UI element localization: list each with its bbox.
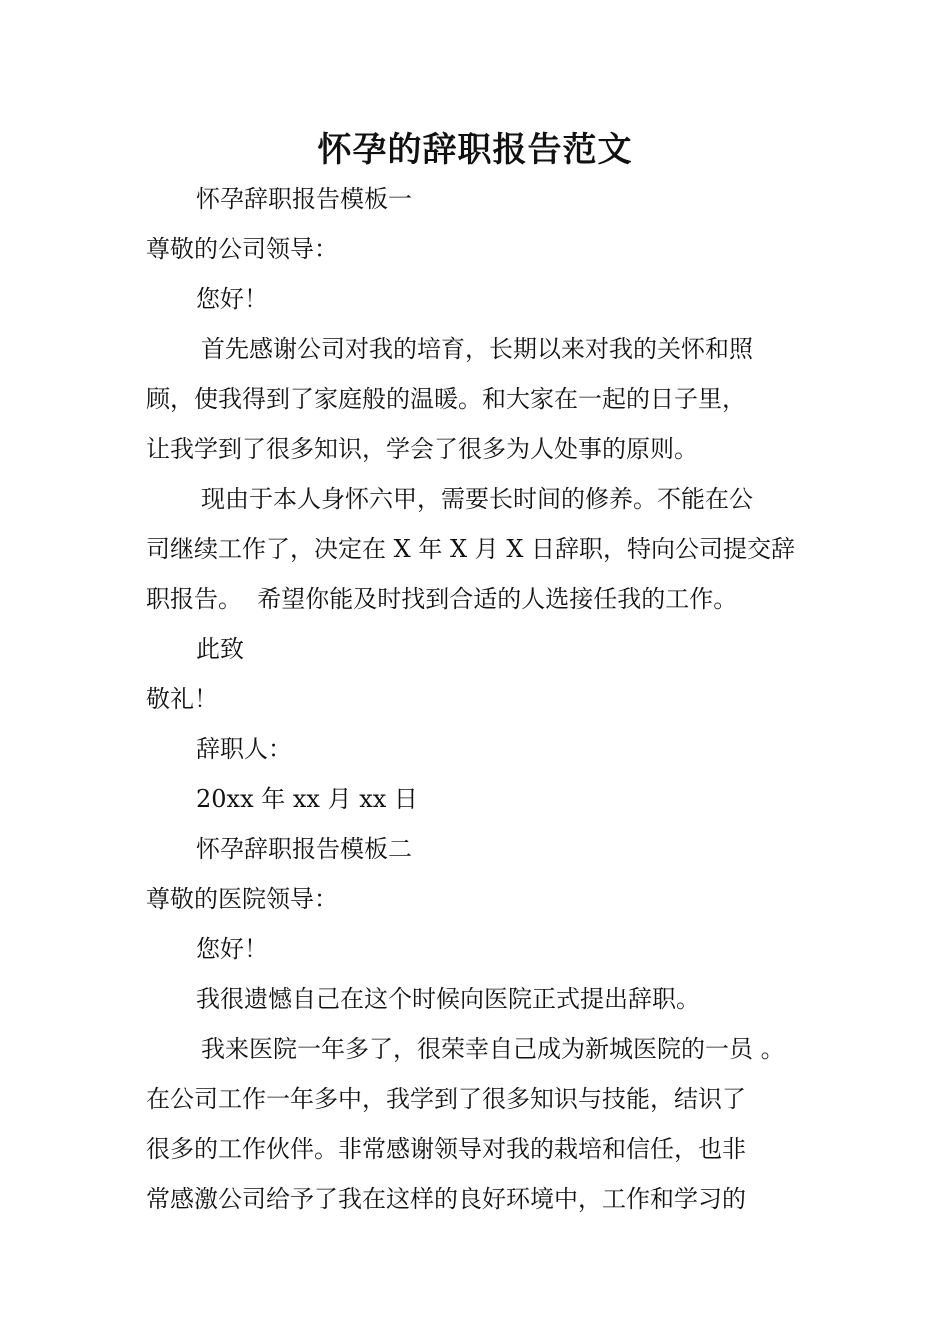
signature-date: 20xx 年 xx 月 xx 日 bbox=[196, 785, 418, 813]
paragraph-line: 职报告。 希望你能及时找到合适的人选接任我的工作。 bbox=[146, 585, 738, 613]
paragraph-line: 司继续工作了，决定在 X 年 X 月 X 日辞职，特向公司提交辞 bbox=[146, 535, 796, 563]
greeting: 您好！ bbox=[196, 285, 268, 313]
section-heading-template-two: 怀孕辞职报告模板二 bbox=[196, 835, 412, 863]
closing-phrase: 此致 bbox=[196, 635, 244, 663]
paragraph-line: 很多的工作伙伴。非常感谢领导对我的栽培和信任，也非 bbox=[146, 1135, 746, 1163]
paragraph-line: 常感激公司给予了我在这样的良好环境中，工作和学习的 bbox=[146, 1185, 746, 1213]
salutation-company: 尊敬的公司领导： bbox=[146, 235, 338, 263]
greeting: 您好！ bbox=[196, 935, 268, 963]
closing-salute: 敬礼！ bbox=[146, 685, 218, 713]
document-title: 怀孕的辞职报告范文 bbox=[317, 130, 633, 170]
paragraph-line: 我来医院一年多了，很荣幸自己成为新城医院的一员 。 bbox=[201, 1035, 785, 1063]
salutation-hospital: 尊敬的医院领导： bbox=[146, 885, 338, 913]
paragraph-line: 现由于本人身怀六甲，需要长时间的修养。不能在公 bbox=[201, 485, 753, 513]
paragraph-line: 顾，使我得到了家庭般的温暖。和大家在一起的日子里， bbox=[146, 385, 746, 413]
paragraph-line: 让我学到了很多知识，学会了很多为人处事的原则。 bbox=[146, 435, 698, 463]
paragraph-line: 我很遗憾自己在这个时候向医院正式提出辞职。 bbox=[196, 985, 700, 1013]
section-heading-template-one: 怀孕辞职报告模板一 bbox=[196, 185, 412, 213]
paragraph-line: 首先感谢公司对我的培育，长期以来对我的关怀和照 bbox=[201, 335, 753, 363]
signature-label: 辞职人： bbox=[196, 735, 292, 763]
paragraph-line: 在公司工作一年多中，我学到了很多知识与技能，结识了 bbox=[146, 1085, 746, 1113]
